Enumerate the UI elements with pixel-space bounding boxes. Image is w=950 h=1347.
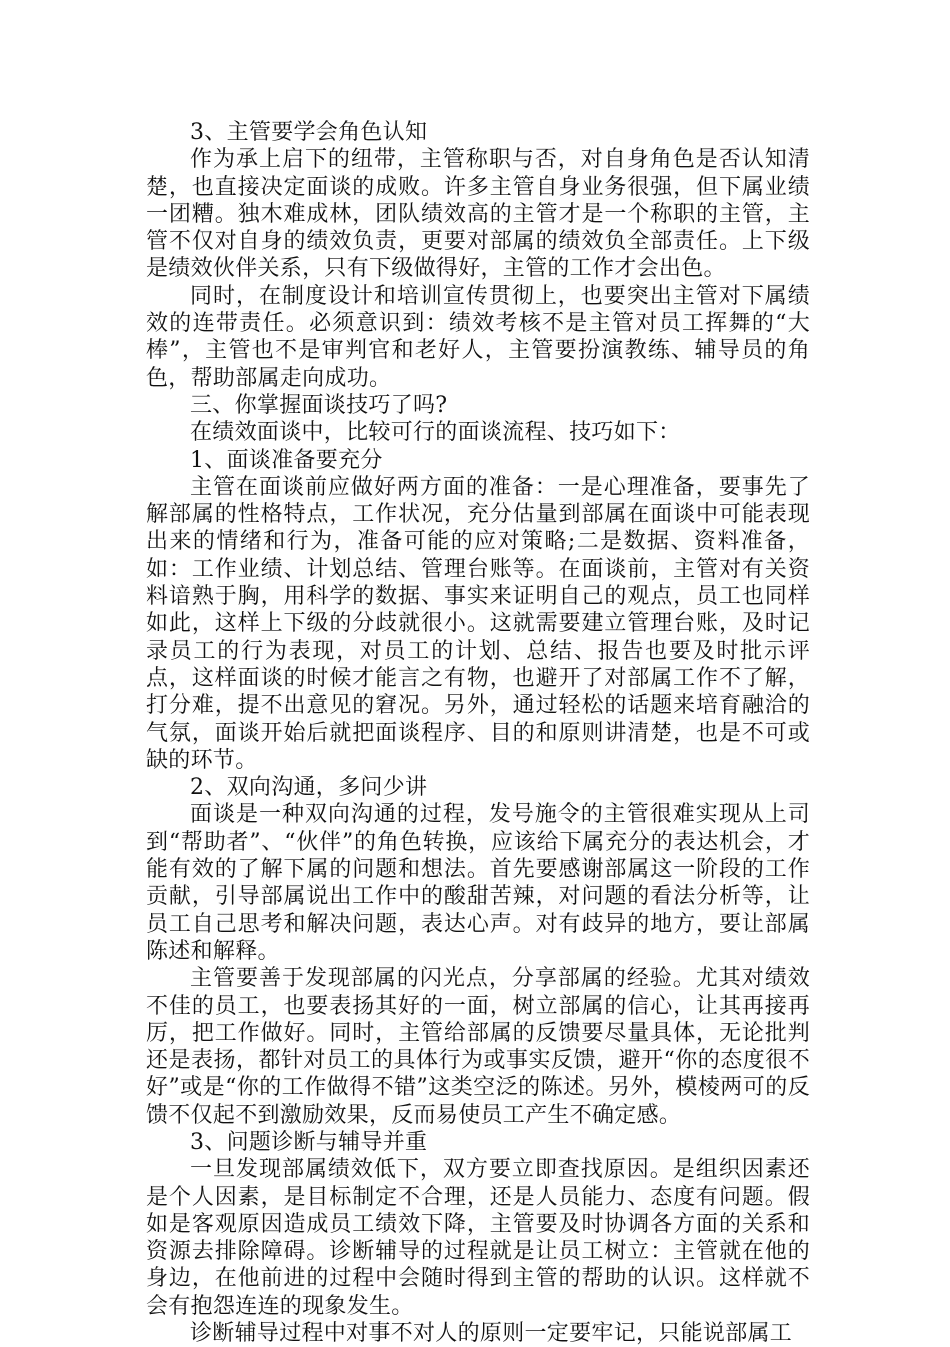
paragraph: 同时，在制度设计和培训宣传贯彻上，也要突出主管对下属绩效的连带责任。必须意识到：绩效考核不是主管对员工挥舞的“大棒”，主管也不是审判官和老好人，主管要扮演教练、辅导员的角色，帮助部属走向成功。 [146,283,810,391]
paragraph: 作为承上启下的纽带，主管称职与否，对自身角色是否认知清楚，也直接决定面谈的成败。许多主管自身业务很强，但下属业绩一团糟。独木难成林，团队绩效高的主管才是一个称职的主管，主管不仅对自身的绩效负责，更要对部属的绩效负全部责任。上下级是绩效伙伴关系，只有下级做得好，主管的工作才会出色。 [146,147,810,282]
section-heading: 3、问题诊断与辅导并重 [190,1129,428,1155]
section-heading: 三、你掌握面谈技巧了吗? [190,392,448,418]
document-body [146,119,810,1347]
paragraph: 诊断辅导过程中对事不对人的原则一定要牢记，只能说部属工 [190,1321,793,1347]
section-heading: 3、主管要学会角色认知 [190,120,428,145]
section-heading: 1、面谈准备要充分 [190,447,383,473]
section-heading: 2、双向沟通，多问少讲 [190,775,428,801]
intro-line: 在绩效面谈中，比较可行的面谈流程、技巧如下： [190,420,681,446]
paragraph: 主管要善于发现部属的闪光点，分享部属的经验。尤其对绩效不佳的员工，也要表扬其好的一面，树立部属的信心，让其再接再厉，把工作做好。同时，主管给部属的反馈要尽量具体，无论批判还是表扬，都针对员工的具体行为或事实反馈，避开“你的态度很不好”或是“你的工作做得不错”这类空泛的陈述。另外，模棱两可的反馈不仅起不到激励效果，反而易使员工产生不确定感。 [146,966,810,1128]
paragraph: 主管在面谈前应做好两方面的准备：一是心理准备，要事先了解部属的性格特点，工作状况，充分估量到部属在面谈中可能表现出来的情绪和行为，准备可能的应对策略;二是数据、资料准备，如：工作业绩、计划总结、管理台账等。在面谈前，主管对有关资料谙熟于胸，用科学的数据、事实来证明自己的观点，员工也同样如此，这样上下级的分歧就很小。这就需要建立管理台账，及时记录员工的行为表现，对员工的计划、总结、报告也要及时批示评点，这样面谈的时候才能言之有物，也避开了对部属工作不了解，打分难，提不出意见的窘况。另外，通过轻松的话题来培育融洽的气氛，面谈开始后就把面谈程序、目的和原则讲清楚，也是不可或缺的环节。 [146,474,810,773]
paragraph: 面谈是一种双向沟通的过程，发号施令的主管很难实现从上司到“帮助者”、“伙伴”的角色转换，应该给下属充分的表达机会，才能有效的了解下属的问题和想法。首先要感谢部属这一阶段的工作贡献，引导部属说出工作中的酸甜苦辣，对问题的看法分析等，让员工自己思考和解决问题，表达心声。对有歧异的地方，要让部属陈述和解释。 [146,802,810,964]
paragraph: 一旦发现部属绩效低下，双方要立即查找原因。是组织因素还是个人因素，是目标制定不合理，还是人员能力、态度有问题。假如是客观原因造成员工绩效下降，主管要及时协调各方面的关系和资源去排除障碍。诊断辅导的过程就是让员工树立：主管就在他的身边，在他前进的过程中会随时得到主管的帮助的认识。这样就不会有抱怨连连的现象发生。 [146,1157,810,1319]
